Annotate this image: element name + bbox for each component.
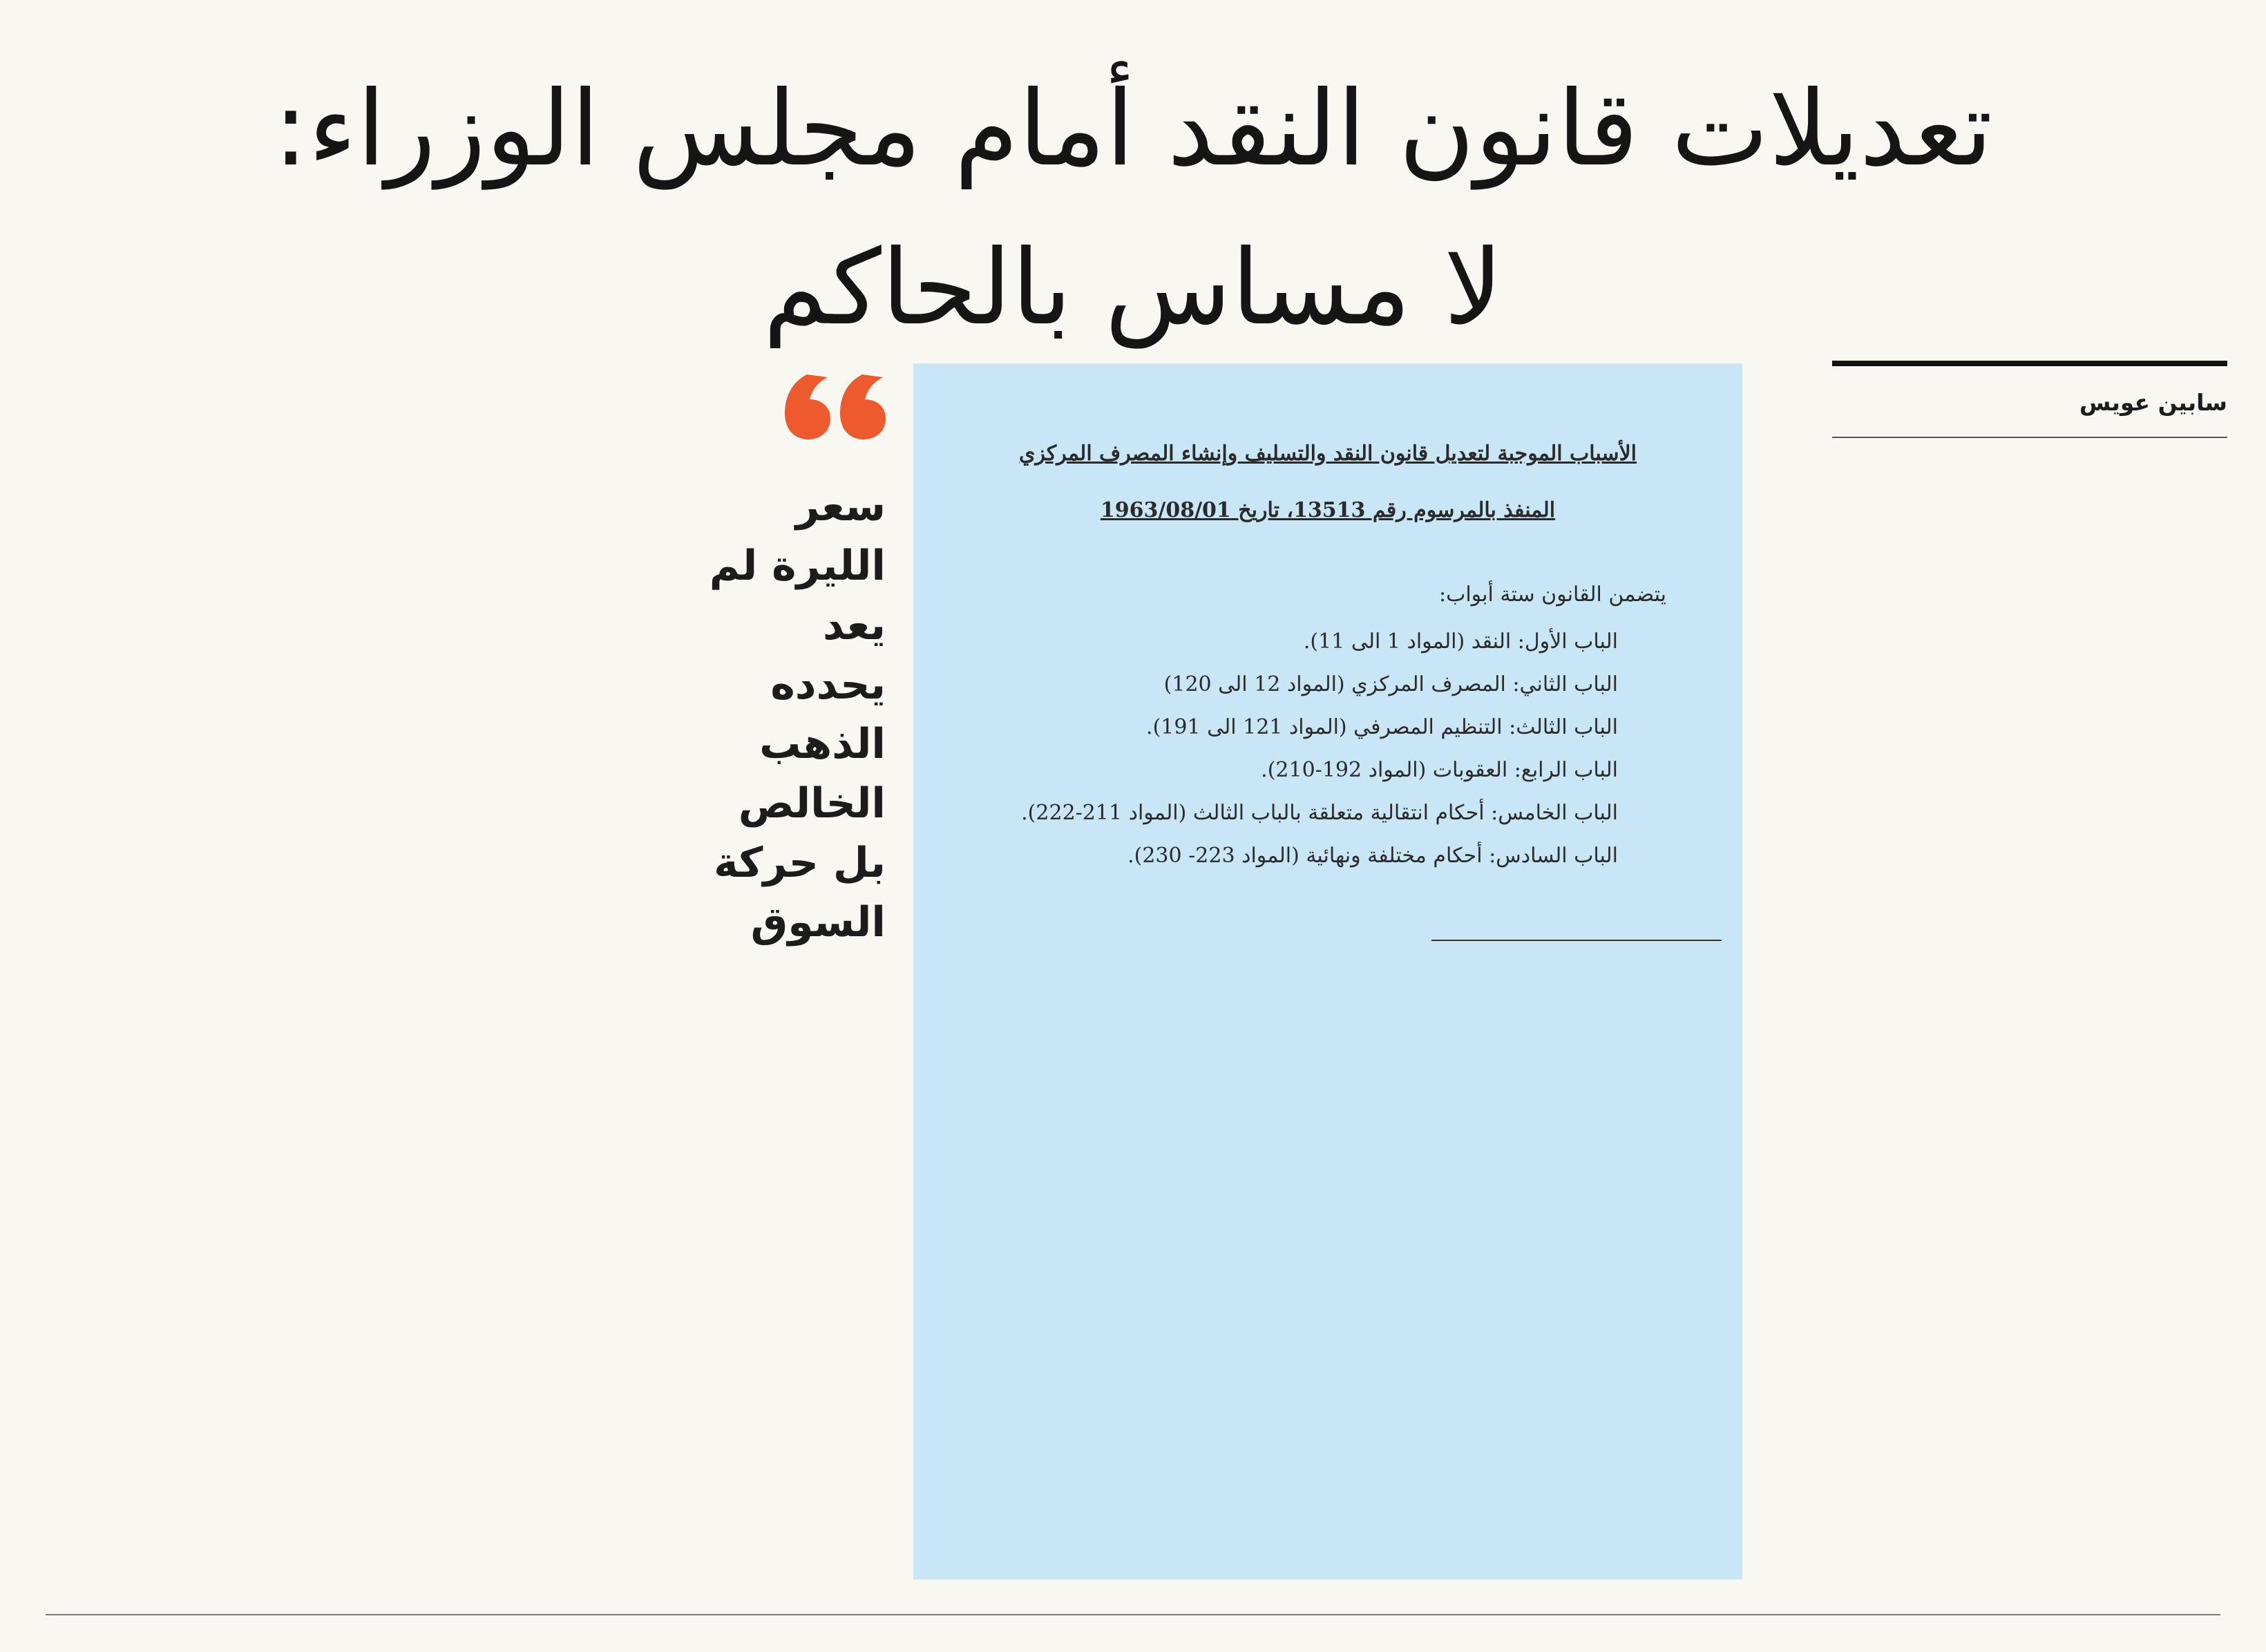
doc-chapter-list: [934, 620, 1722, 877]
column-separator: [1832, 437, 2227, 438]
document-excerpt: [913, 363, 1742, 1579]
doc-chapter: الباب الثاني: المصرف المركزي (المواد 12 الى 120): [1163, 672, 1618, 696]
doc-chapter: الباب الثالث: التنظيم المصرفي (المواد 121 الى 191).: [1146, 715, 1618, 739]
byline: سابين عويس: [2079, 389, 2227, 416]
pull-quote: سعر الليرة لم يعد يحدده الذهب الخالص بل حركة السوق: [709, 482, 886, 947]
headline: تعديلات قانون النقد أمام مجلس الوزراء: لا مساس بالحاكم: [273, 69, 1993, 348]
doc-subtitle: المنفذ بالمرسوم رقم 13513، تاريخ 1963/08/01: [1100, 498, 1556, 522]
doc-chapter: الباب السادس: أحكام مختلفة ونهائية (المواد 223- 230).: [1127, 844, 1618, 868]
column-top-rule: [1832, 361, 2227, 366]
column-right: [1832, 361, 2227, 453]
footnote-rule: [1431, 940, 1722, 941]
bottom-rule: [46, 1614, 2220, 1615]
quote-mark-icon: [781, 368, 891, 444]
doc-intro: يتضمن القانون ستة أبواب:: [1438, 582, 1666, 607]
doc-title: الأسباب الموجبة لتعديل قانون النقد والتسليف وإنشاء المصرف المركزي: [1018, 442, 1637, 466]
doc-chapter: الباب الأول: النقد (المواد 1 الى 11).: [1303, 629, 1618, 654]
doc-chapter: الباب الخامس: أحكام انتقالية متعلقة بالباب الثالث (المواد 211-222).: [1021, 801, 1618, 825]
doc-chapter: الباب الرابع: العقوبات (المواد 192-210).: [1261, 758, 1618, 782]
